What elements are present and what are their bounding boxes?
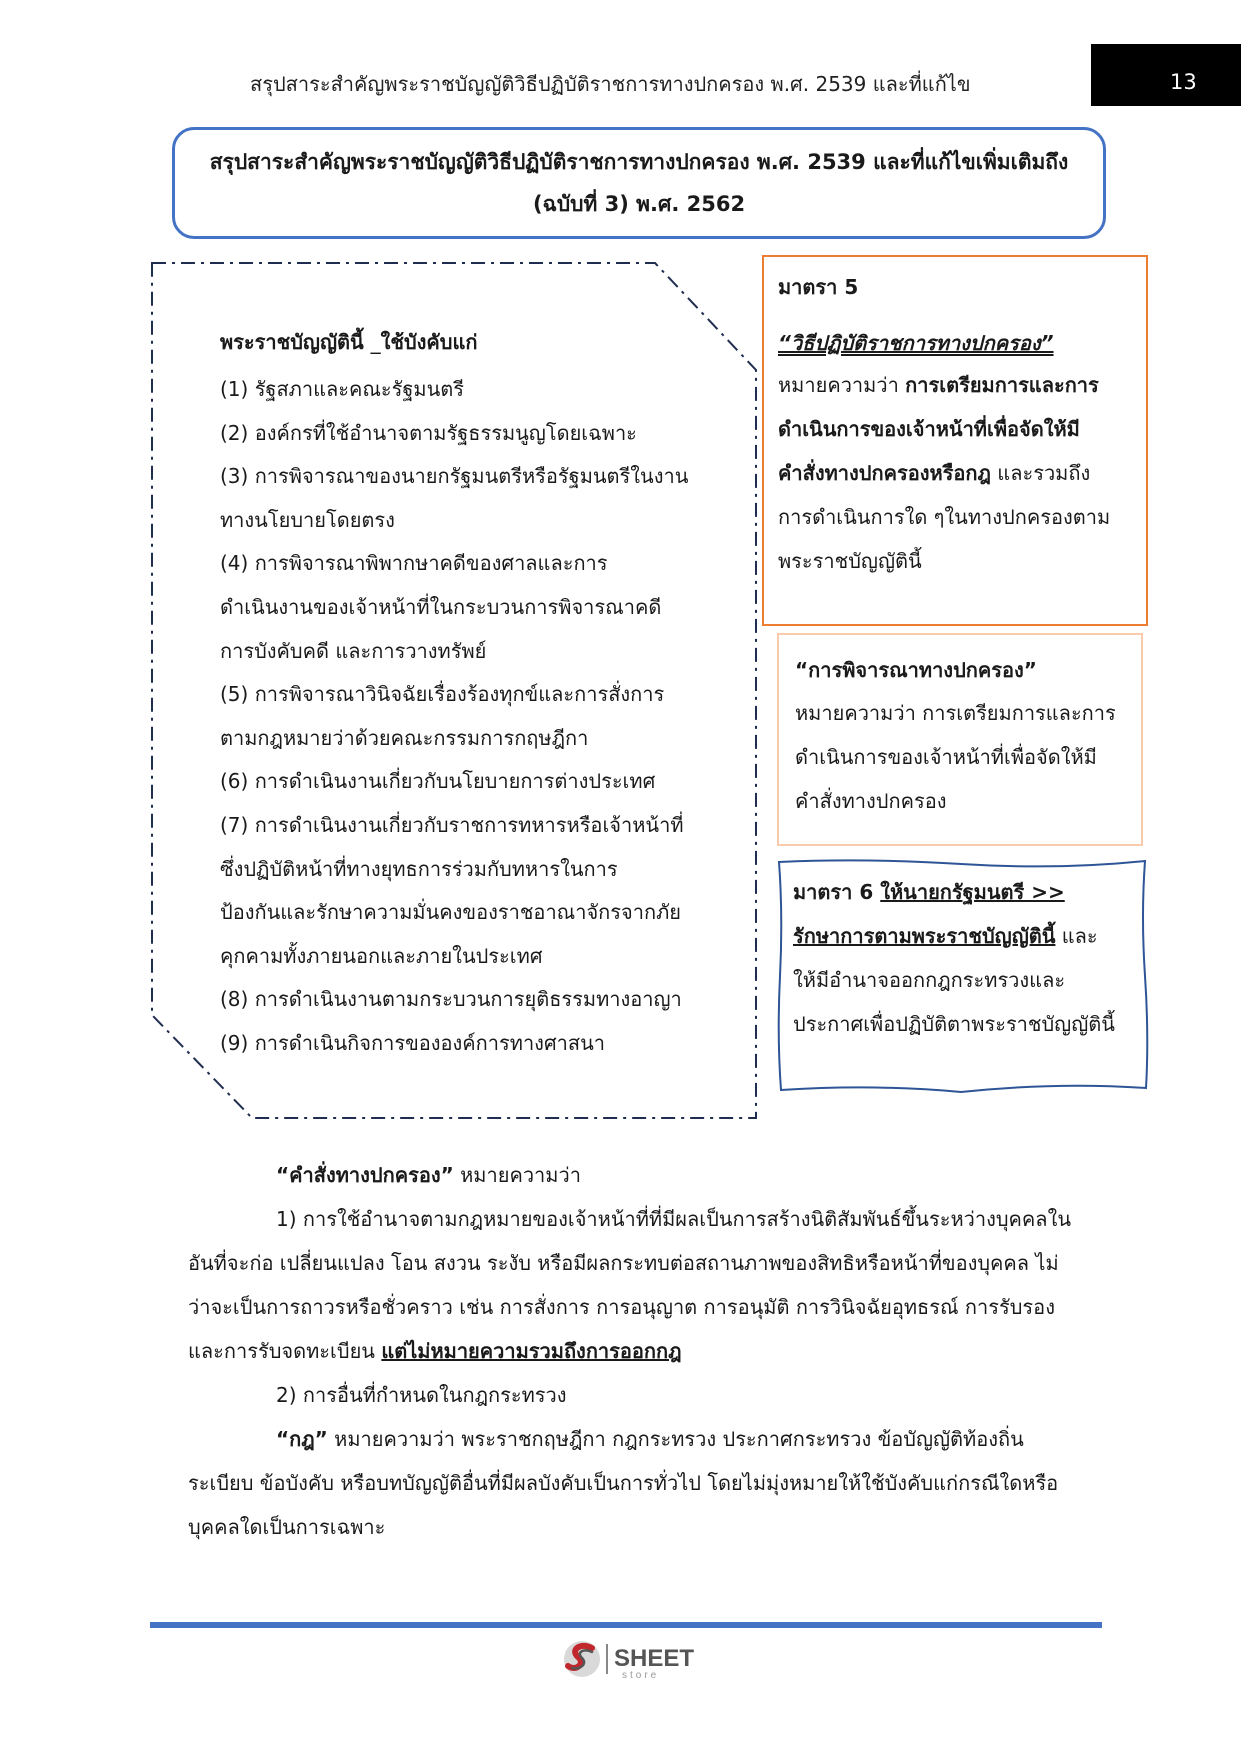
running-header: สรุปสาระสำคัญพระราชบัญญัติวิธีปฏิบัติราชการทางปกครอง พ.ศ. 2539 และที่แก้ไข bbox=[250, 72, 971, 96]
scope-item: ตามกฎหมายว่าด้วยคณะกรรมการกฤษฎีกา bbox=[220, 725, 589, 750]
section-6-l2-normal: และ bbox=[1055, 924, 1098, 948]
section-5-term: “วิธีปฏิบัติราชการทางปกครอง” bbox=[778, 331, 1054, 355]
scope-item: (1) รัฐสภาและคณะรัฐมนตรี bbox=[220, 377, 465, 401]
section-5-l1-normal: หมายความว่า bbox=[778, 373, 906, 397]
scope-item: ซึ่งปฏิบัติหน้าที่ทางยุทธการร่วมกับทหารในการ bbox=[220, 856, 618, 881]
order-paragraph-1-line: 1) การใช้อำนาจตามกฎหมายของเจ้าหน้าที่ที่มีผลเป็นการสร้างนิติสัมพันธ์ขึ้นระหว่างบุคคลใน bbox=[276, 1207, 1071, 1231]
scope-item: คุกคามทั้งภายนอกและภายในประเทศ bbox=[220, 943, 543, 968]
section-5-line bbox=[778, 451, 1132, 495]
section-6-line bbox=[793, 870, 1143, 914]
rule-l1: หมายความว่า พระราชกฤษฎีกา กฎกระทรวง ประกาศกระทรวง ข้อบัญญัติท้องถิ่น bbox=[327, 1427, 1024, 1451]
scope-item: (8) การดำเนินงานตามกระบวนการยุติธรรมทางอาญา bbox=[220, 987, 682, 1012]
rule-definition-line: บุคคลใดเป็นการเฉพาะ bbox=[188, 1515, 386, 1539]
scope-item: (4) การพิจารณาพิพากษาคดีของศาลและการ bbox=[220, 551, 608, 576]
scope-heading-a: พระราชบัญญัตินี้ bbox=[220, 330, 371, 354]
consideration-line: ดำเนินการของเจ้าหน้าที่เพื่อจัดให้มี bbox=[795, 745, 1097, 769]
footer-rule bbox=[150, 1622, 1102, 1628]
logo-word: SHEET bbox=[614, 1645, 695, 1672]
consideration-line: หมายความว่า การเตรียมการและการ bbox=[795, 701, 1116, 725]
order-means: หมายความว่า bbox=[453, 1163, 581, 1187]
section-5-l3-bold: คำสั่งทางปกครองหรือกฎ bbox=[778, 461, 991, 485]
section-6-line: ให้มีอำนาจออกกฎกระทรวงและ bbox=[793, 968, 1066, 992]
rule-term: “กฎ” bbox=[276, 1427, 328, 1451]
page-number: 13 bbox=[1170, 70, 1197, 94]
order-p1-l4-normal: และการรับจดทะเบียน bbox=[188, 1339, 382, 1363]
section-5-line: ดำเนินการของเจ้าหน้าที่เพื่อจัดให้มี bbox=[778, 417, 1080, 441]
scope-heading-b: _ bbox=[370, 330, 381, 354]
title-line-2: (ฉบับที่ 3) พ.ศ. 2562 bbox=[532, 192, 746, 216]
section-6-label: มาตรา 6 bbox=[793, 880, 881, 904]
scope-item: (7) การดำเนินงานเกี่ยวกับราชการทหารหรือเจ้าหน้าที่ bbox=[220, 812, 684, 837]
title-line-1: สรุปสาระสำคัญพระราชบัญญัติวิธีปฏิบัติราชการทางปกครอง พ.ศ. 2539 และที่แก้ไขเพิ่มเติมถึง bbox=[209, 150, 1069, 174]
order-paragraph-1-line: ว่าจะเป็นการถาวรหรือชั่วคราว เช่น การสั่งการ การอนุญาต การอนุมัติ การวินิจฉัยอุทธรณ์ การรับรอง bbox=[188, 1295, 1055, 1319]
scope-item: (6) การดำเนินงานเกี่ยวกับนโยบายการต่างประเทศ bbox=[220, 769, 656, 794]
section-5-l3-normal: และรวมถึง bbox=[990, 461, 1091, 485]
scope-item: (2) องค์กรที่ใช้อำนาจตามรัฐธรรมนูญโดยเฉพาะ bbox=[220, 420, 637, 445]
sheet-store-logo bbox=[562, 1636, 722, 1682]
scope-item: ดำเนินงานของเจ้าหน้าที่ในกระบวนการพิจารณาคดี bbox=[220, 594, 662, 619]
consideration-box bbox=[777, 633, 1143, 846]
section-5-label: มาตรา 5 bbox=[778, 275, 859, 299]
scope-item: ทางนโยบายโดยตรง bbox=[220, 507, 395, 532]
scope-heading bbox=[220, 322, 760, 362]
logo-sub: store bbox=[622, 1670, 660, 1681]
section-6-line: ประกาศเพื่อปฏิบัติตาพระราชบัญญัตินี้ bbox=[793, 1012, 1115, 1036]
order-term: “คำสั่งทางปกครอง” bbox=[276, 1163, 454, 1187]
section-5-box bbox=[762, 255, 1148, 626]
order-definition-heading bbox=[188, 1153, 1093, 1197]
section-5-l1-bold: การเตรียมการและการ bbox=[905, 373, 1099, 397]
section-6-line bbox=[793, 914, 1143, 958]
rule-definition-line: ระเบียบ ข้อบังคับ หรือบทบัญญัติอื่นที่มีผลบังคับเป็นการทั่วไป โดยไม่มุ่งหมายให้ใช้บังคับแก่กรณีใดหรือ bbox=[188, 1471, 1059, 1495]
scope-item: (5) การพิจารณาวินิจฉัยเรื่องร้องทุกข์และการสั่งการ bbox=[220, 682, 665, 707]
scope-item: (3) การพิจารณาของนายกรัฐมนตรีหรือรัฐมนตรีในงาน bbox=[220, 464, 689, 489]
scope-item: (9) การดำเนินกิจการขององค์การทางศาสนา bbox=[220, 1030, 605, 1055]
section-5-line: พระราชบัญญัตินี้ bbox=[778, 549, 922, 573]
definitions-body bbox=[188, 1153, 1093, 1549]
scope-heading-c: ใช้บังคับแก่ bbox=[380, 330, 478, 354]
scope-item: ป้องกันและรักษาความมั่นคงของราชอาณาจักรจากภัย bbox=[220, 900, 681, 925]
section-5-line: การดำเนินการใด ๆในทางปกครองตาม bbox=[778, 505, 1111, 529]
scope-item: การบังคับคดี และการวางทรัพย์ bbox=[220, 638, 487, 663]
consideration-term: “การพิจารณาทางปกครอง” bbox=[795, 658, 1037, 682]
order-p1-l4-bold: แต่ไม่หมายความรวมถึงการออกกฎ bbox=[381, 1339, 682, 1363]
order-paragraph-2: 2) การอื่นที่กำหนดในกฎกระทรวง bbox=[276, 1383, 567, 1407]
order-paragraph-1-line bbox=[188, 1329, 1093, 1373]
section-6-l2-underline: รักษาการตามพระราชบัญญัตินี้ bbox=[793, 924, 1056, 948]
section-6-l1: ให้นายกรัฐมนตรี >> bbox=[880, 880, 1065, 904]
section-5-line bbox=[778, 363, 1132, 407]
scope-list bbox=[220, 322, 760, 1066]
order-paragraph-1-line: อันที่จะก่อ เปลี่ยนแปลง โอน สงวน ระงับ หรือมีผลกระทบต่อสถานภาพของสิทธิหรือหน้าที่ของบุคคล ไม่ bbox=[188, 1251, 1059, 1275]
section-6-box bbox=[793, 870, 1143, 1046]
consideration-line: คำสั่งทางปกครอง bbox=[795, 789, 947, 813]
rule-definition-line bbox=[188, 1417, 1093, 1461]
